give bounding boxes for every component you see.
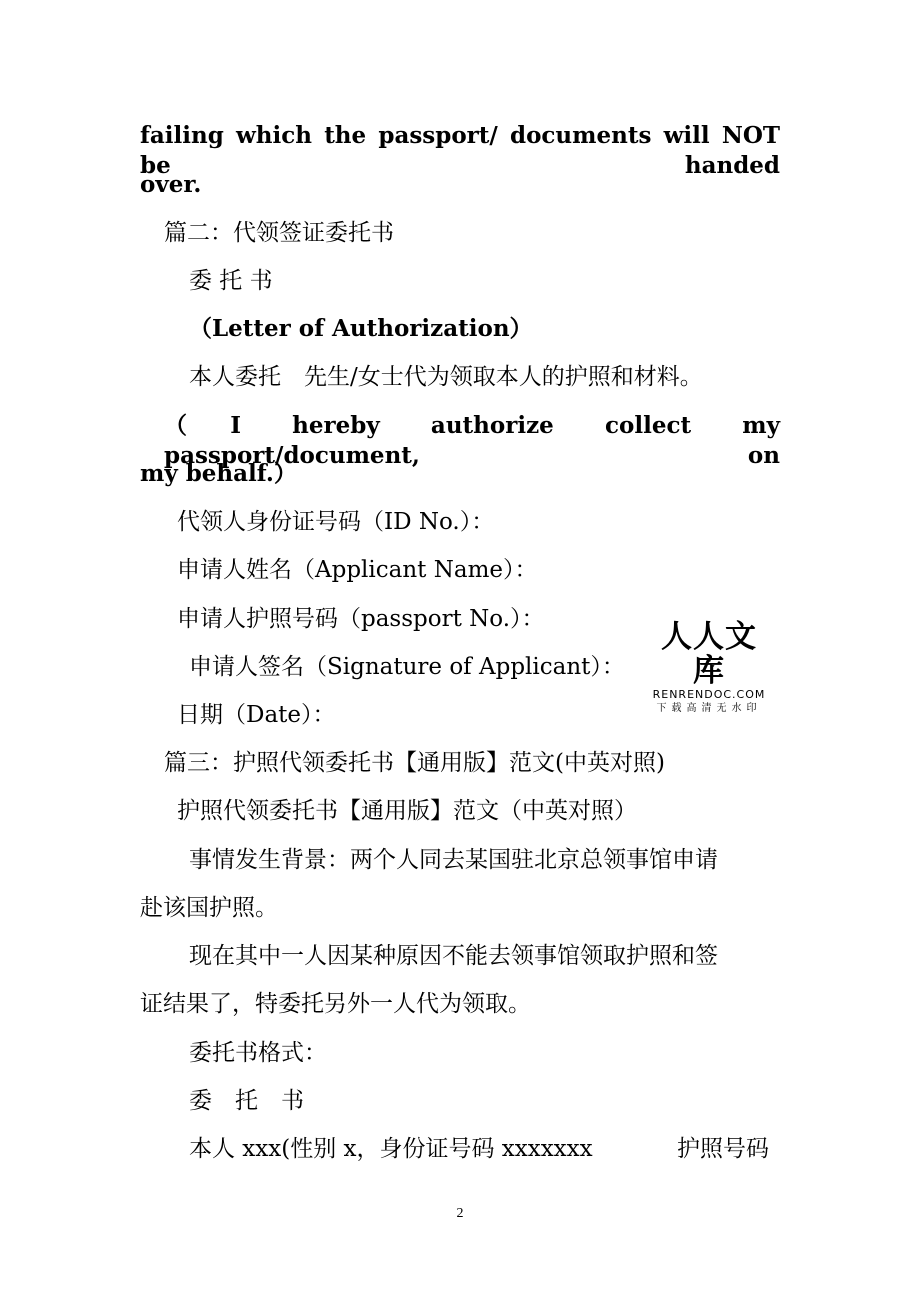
watermark-title: 人人文库 xyxy=(661,619,757,689)
declaration-passport-label: 护照号码 xyxy=(677,1136,769,1162)
background-line-2: 赴该国护照。 xyxy=(140,895,278,921)
field-agent-id: 代领人身份证号码（ID No.）： xyxy=(177,509,495,535)
authorization-en: （I hereby authorize collect my passport/document, on xyxy=(164,412,780,469)
field-applicant-name: 申请人姓名（Applicant Name）： xyxy=(177,557,538,583)
format-label: 委托书格式： xyxy=(189,1040,327,1066)
letter-title-en: （Letter of Authorization） xyxy=(189,315,533,342)
letter-title: 委 托 书 xyxy=(189,268,273,294)
watermark-url: RENRENDOC.COM xyxy=(652,688,766,701)
background-line-1: 事情发生背景：两个人同去某国驻北京总领事馆申请 xyxy=(189,847,718,873)
authorization-en-cont: my behalf.） xyxy=(140,460,297,487)
authorization-cn: 本人委托 先生/女士代为领取本人的护照和材料。 xyxy=(189,364,703,390)
watermark-logo xyxy=(646,620,772,716)
reason-line-1: 现在其中一人因某种原因不能去领事馆领取护照和签 xyxy=(189,943,718,969)
text-line-2: over. xyxy=(140,171,202,198)
text-line-1: failing which the passport/ documents will NOT be handed xyxy=(140,122,780,179)
declaration-line-start: 本人 xxx(性别 x，身份证号码 xxxxxxx xyxy=(189,1136,593,1162)
reason-line-2: 证结果了，特委托另外一人代为领取。 xyxy=(140,991,531,1017)
subheading: 护照代领委托书【通用版】范文（中英对照） xyxy=(177,798,637,824)
letter-title-2: 委 托 书 xyxy=(189,1088,304,1114)
section-heading-2: 篇二：代领签证委托书 xyxy=(164,220,394,246)
field-signature: 申请人签名（Signature of Applicant）： xyxy=(189,654,625,680)
field-date: 日期（Date）： xyxy=(177,702,336,728)
field-passport-no: 申请人护照号码（passport No.）： xyxy=(177,606,545,632)
watermark-slogan: 下载高清无水印 xyxy=(656,703,762,714)
page-number: 2 xyxy=(456,1206,464,1221)
section-heading-3: 篇三：护照代领委托书【通用版】范文(中英对照) xyxy=(164,750,665,776)
